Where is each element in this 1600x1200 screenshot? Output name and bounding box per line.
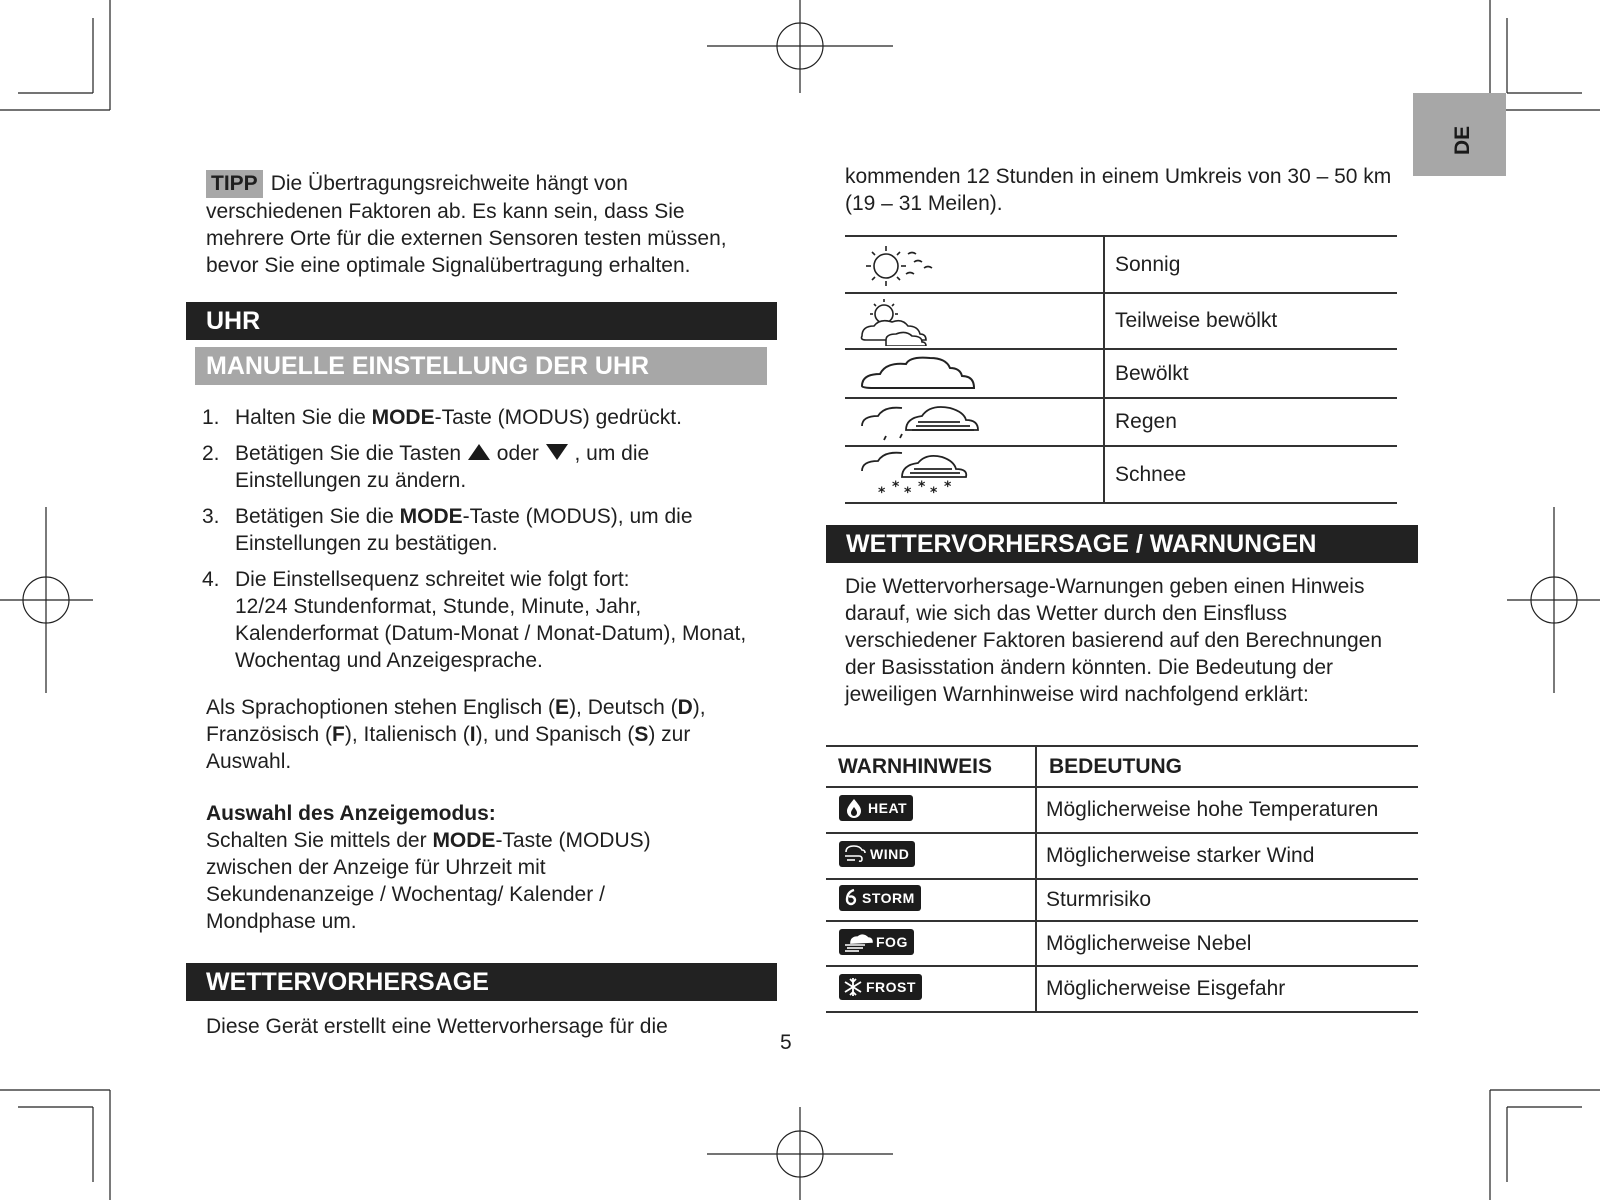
list-item: 2. Betätigen Sie die Tasten oder , um die Einstellungen zu ändern. [202, 442, 650, 492]
storm-badge: STORM [839, 885, 921, 911]
section-heading-warnungen-label: WETTERVORHERSAGE / WARNUNGEN [846, 530, 1317, 558]
display-mode-title: Auswahl des Anzeigemodus: [206, 802, 496, 825]
language-tab [1413, 93, 1506, 176]
section-heading-wettervorhersage-label: WETTERVORHERSAGE [206, 968, 489, 996]
snow-icon [856, 449, 986, 501]
down-arrow-icon [545, 443, 569, 461]
list-item: 3. Betätigen Sie die MODE-Taste (MODUS), um die Einstellungen zu bestätigen. [202, 505, 693, 555]
weather-icons-table [845, 235, 1397, 504]
warning-meaning: Sturmrisiko [1036, 879, 1418, 921]
cloudy-icon [856, 352, 1006, 396]
tipp-badge: TIPP [206, 170, 263, 198]
svg-text:*: * [944, 478, 952, 495]
display-mode-section: Auswahl des Anzeigemodus: Schalten Sie mittels der MODE-Taste (MODUS) zwischen der Anzeige für Uhrzeit mit Sekundenanzeige / Wochentag/ Kalender / Mondphase um. [206, 802, 651, 933]
table-row [826, 833, 1418, 879]
condition-label: Schnee [1104, 446, 1397, 503]
page-number: 5 [780, 1031, 792, 1054]
subheading-manual-clock-label: MANUELLE EINSTELLUNG DER UHR [206, 352, 650, 380]
column-header-warnhinweis: WARNHINWEIS [826, 746, 1036, 787]
svg-text:*: * [892, 478, 900, 495]
wind-badge: WIND [839, 841, 915, 867]
table-row [845, 293, 1397, 349]
forecast-text-right: kommenden 12 Stunden in einem Umkreis von 30 – 50 km (19 – 31 Meilen). [845, 165, 1392, 215]
svg-text:*: * [918, 478, 926, 495]
svg-text:*: * [878, 484, 886, 501]
table-row [826, 879, 1418, 921]
fog-badge: FOG [839, 929, 914, 955]
snowflake-icon [843, 976, 863, 998]
table-row [845, 349, 1397, 398]
forecast-text-left: Diese Gerät erstellt eine Wettervorhersage für die [206, 1015, 668, 1038]
svg-text:*: * [904, 484, 912, 501]
wind-icon [843, 843, 867, 865]
subheading-manual-clock [195, 347, 767, 385]
table-header-row [826, 746, 1418, 787]
clock-steps [202, 404, 762, 683]
language-options-text: Als Sprachoptionen stehen Englisch (E), Deutsch (D), Französisch (F), Italienisch (I), und Spanisch (S) zur Auswahl. [206, 696, 706, 773]
table-row [845, 446, 1397, 503]
section-heading-wettervorhersage [186, 963, 777, 1001]
condition-label: Regen [1104, 398, 1397, 446]
section-heading-warnungen [826, 525, 1418, 563]
heat-badge: HEAT [839, 795, 913, 821]
condition-label: Teilweise bewölkt [1104, 293, 1397, 349]
sunny-icon [856, 240, 946, 290]
svg-text:*: * [930, 484, 938, 501]
table-row [826, 921, 1418, 966]
tipp-text: Die Übertragungsreichweite hängt von verschiedenen Faktoren ab. Es kann sein, dass Sie mehrere Orte für die externen Sensoren testen müssen, bevor Sie eine optimale Signalübertragung erhalten. [206, 172, 727, 277]
section-heading-uhr-label: UHR [206, 307, 261, 335]
list-item: 4. Die Einstellsequenz schreitet wie folgt fort: 12/24 Stundenformat, Stunde, Minute, Jahr, Kalenderformat (Datum-Monat / Monat-Datum), Monat, Wochentag und Anzeigesprache. [202, 568, 747, 672]
list-item: 1. Halten Sie die MODE-Taste (MODUS) gedrückt. [202, 406, 682, 429]
warnings-intro-text: Die Wettervorhersage-Warnungen geben einen Hinweis darauf, wie sich das Wetter durch den Einsfluss verschiedener Faktoren basierend auf den Berechnungen der Basisstation ändern könnten. Die Bedeutung der jeweiligen Warnhinweise wird nachfolgend erklärt: [845, 575, 1383, 706]
condition-label: Bewölkt [1104, 349, 1397, 398]
table-row [826, 966, 1418, 1012]
frost-badge: FROST [839, 974, 922, 1000]
flame-icon [843, 797, 865, 819]
table-row [845, 236, 1397, 293]
table-row [845, 398, 1397, 446]
condition-label: Sonnig [1104, 236, 1397, 293]
partly-cloudy-icon [856, 296, 946, 346]
warning-meaning: Möglicherweise Nebel [1036, 921, 1418, 966]
fog-icon [843, 931, 873, 953]
warning-meaning: Möglicherweise starker Wind [1036, 833, 1418, 879]
rain-icon [856, 400, 1006, 444]
language-tab-label: DE [1451, 125, 1474, 155]
table-row [826, 787, 1418, 833]
up-arrow-icon [467, 443, 491, 461]
column-header-bedeutung: BEDEUTUNG [1036, 746, 1418, 787]
warnings-table [826, 745, 1418, 1013]
storm-icon [843, 887, 859, 909]
tipp-box [206, 170, 766, 279]
warning-meaning: Möglicherweise hohe Temperaturen [1036, 787, 1418, 833]
warning-meaning: Möglicherweise Eisgefahr [1036, 966, 1418, 1012]
section-heading-uhr [186, 302, 777, 340]
